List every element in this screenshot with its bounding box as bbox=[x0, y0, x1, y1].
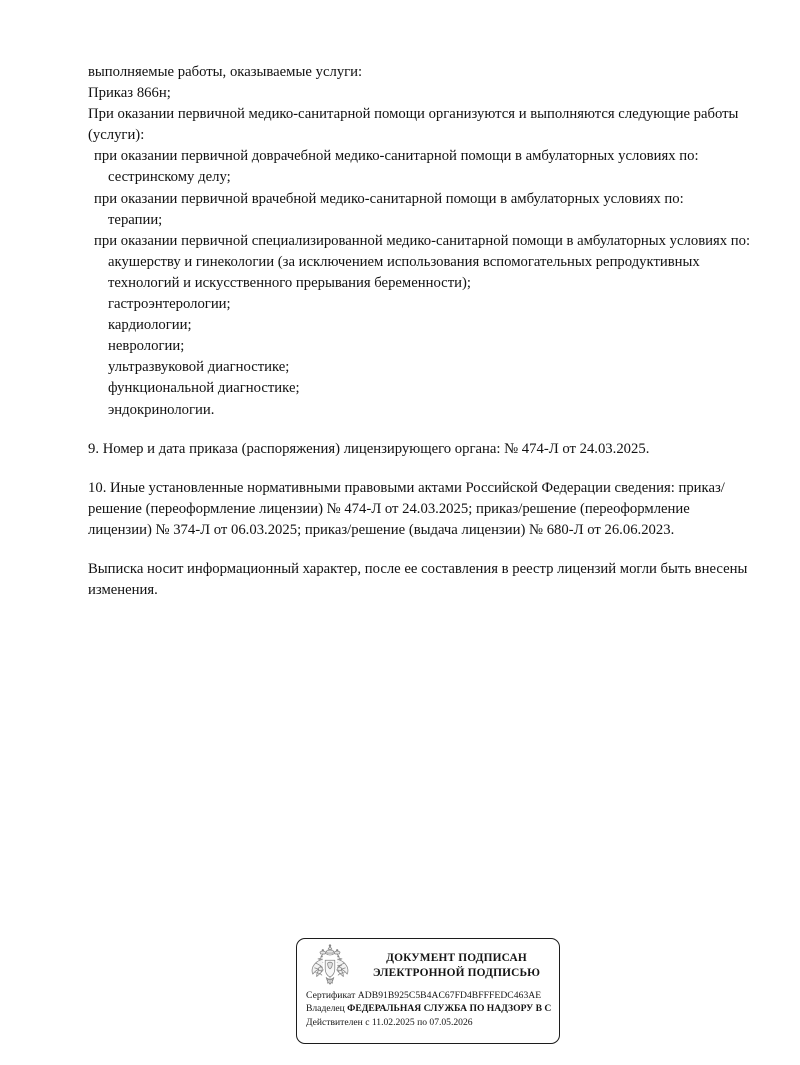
service-item-functional-diagnostics: функциональной диагностике; bbox=[108, 380, 300, 397]
service-item-endocrinology: эндокринологии. bbox=[108, 401, 215, 418]
stamp-details bbox=[297, 989, 559, 1029]
group-heading-predoctor: при оказании первичной доврачебной медико-санитарной помощи в амбулаторных условиях по: bbox=[94, 148, 699, 165]
order-reference: Приказ 866н; bbox=[88, 85, 171, 102]
stamp-certificate-value: ADB91B925C5B4AC67FD4BFFFEDC463AE bbox=[357, 990, 542, 1001]
group-heading-doctor: при оказании первичной врачебной медико-санитарной помощи в амбулаторных условиях по: bbox=[94, 190, 684, 207]
clause-10-other-information: 10. Иные установленные нормативными правовыми актами Российской Федерации сведения: приказ/решение (переоформление лицензии) № 474-Л от 24.03.2025; приказ/решение (переоформление лицензии) № 374-Л от 06.03.2025; приказ/решение (выдача лицензии) № 680-Л от 26.06.2023. bbox=[88, 479, 725, 538]
stamp-certificate-label: Сертификат bbox=[306, 990, 356, 1001]
stamp-validity-row bbox=[306, 1016, 559, 1029]
stamp-heading-line-1: ДОКУМЕНТ ПОДПИСАН bbox=[386, 952, 527, 965]
informational-disclaimer: Выписка носит информационный характер, после ее составления в реестр лицензий могли быть внесены изменения. bbox=[88, 560, 748, 599]
russian-coat-of-arms-icon bbox=[306, 944, 354, 988]
stamp-owner-row bbox=[306, 1002, 559, 1015]
intro-paragraph: При оказании первичной медико-санитарной помощи организуются и выполняются следующие работы (услуги): bbox=[88, 106, 739, 144]
service-item-neurology: неврологии; bbox=[108, 338, 185, 355]
stamp-heading-line-2: ЭЛЕКТРОННОЙ ПОДПИСЬЮ bbox=[372, 966, 541, 979]
stamp-validity-text: Действителен с 11.02.2025 по 07.05.2026 bbox=[306, 1016, 473, 1028]
service-item-obstetrics: акушерству и гинекологии (за исключением использования вспомогательных репродуктивных технологий и искусственного прерывания беременности); bbox=[108, 253, 700, 291]
service-item-therapy: терапии; bbox=[108, 211, 163, 228]
stamp-owner-value: ФЕДЕРАЛЬНАЯ СЛУЖБА ПО НАДЗОРУ В С bbox=[347, 1003, 552, 1015]
stamp-heading-text bbox=[360, 951, 559, 979]
service-item-ultrasound-diagnostics: ультразвуковой диагностике; bbox=[108, 359, 290, 376]
clause-9-order-number-and-date: 9. Номер и дата приказа (распоряжения) лицензирующего органа: № 474-Л от 24.03.2025. bbox=[88, 440, 650, 457]
document-body bbox=[88, 62, 756, 601]
service-item-nursing: сестринскому делу; bbox=[108, 169, 231, 186]
stamp-owner-label: Владелец bbox=[306, 1003, 345, 1015]
service-item-gastroenterology: гастроэнтерологии; bbox=[108, 296, 231, 313]
electronic-signature-stamp bbox=[296, 938, 560, 1044]
stamp-certificate-row bbox=[306, 989, 559, 1002]
stamp-header bbox=[297, 939, 559, 989]
service-item-cardiology: кардиологии; bbox=[108, 317, 192, 334]
services-heading: выполняемые работы, оказываемые услуги: bbox=[88, 64, 363, 80]
group-heading-specialized: при оказании первичной специализированной медико-санитарной помощи в амбулаторных условиях по: bbox=[94, 232, 751, 249]
